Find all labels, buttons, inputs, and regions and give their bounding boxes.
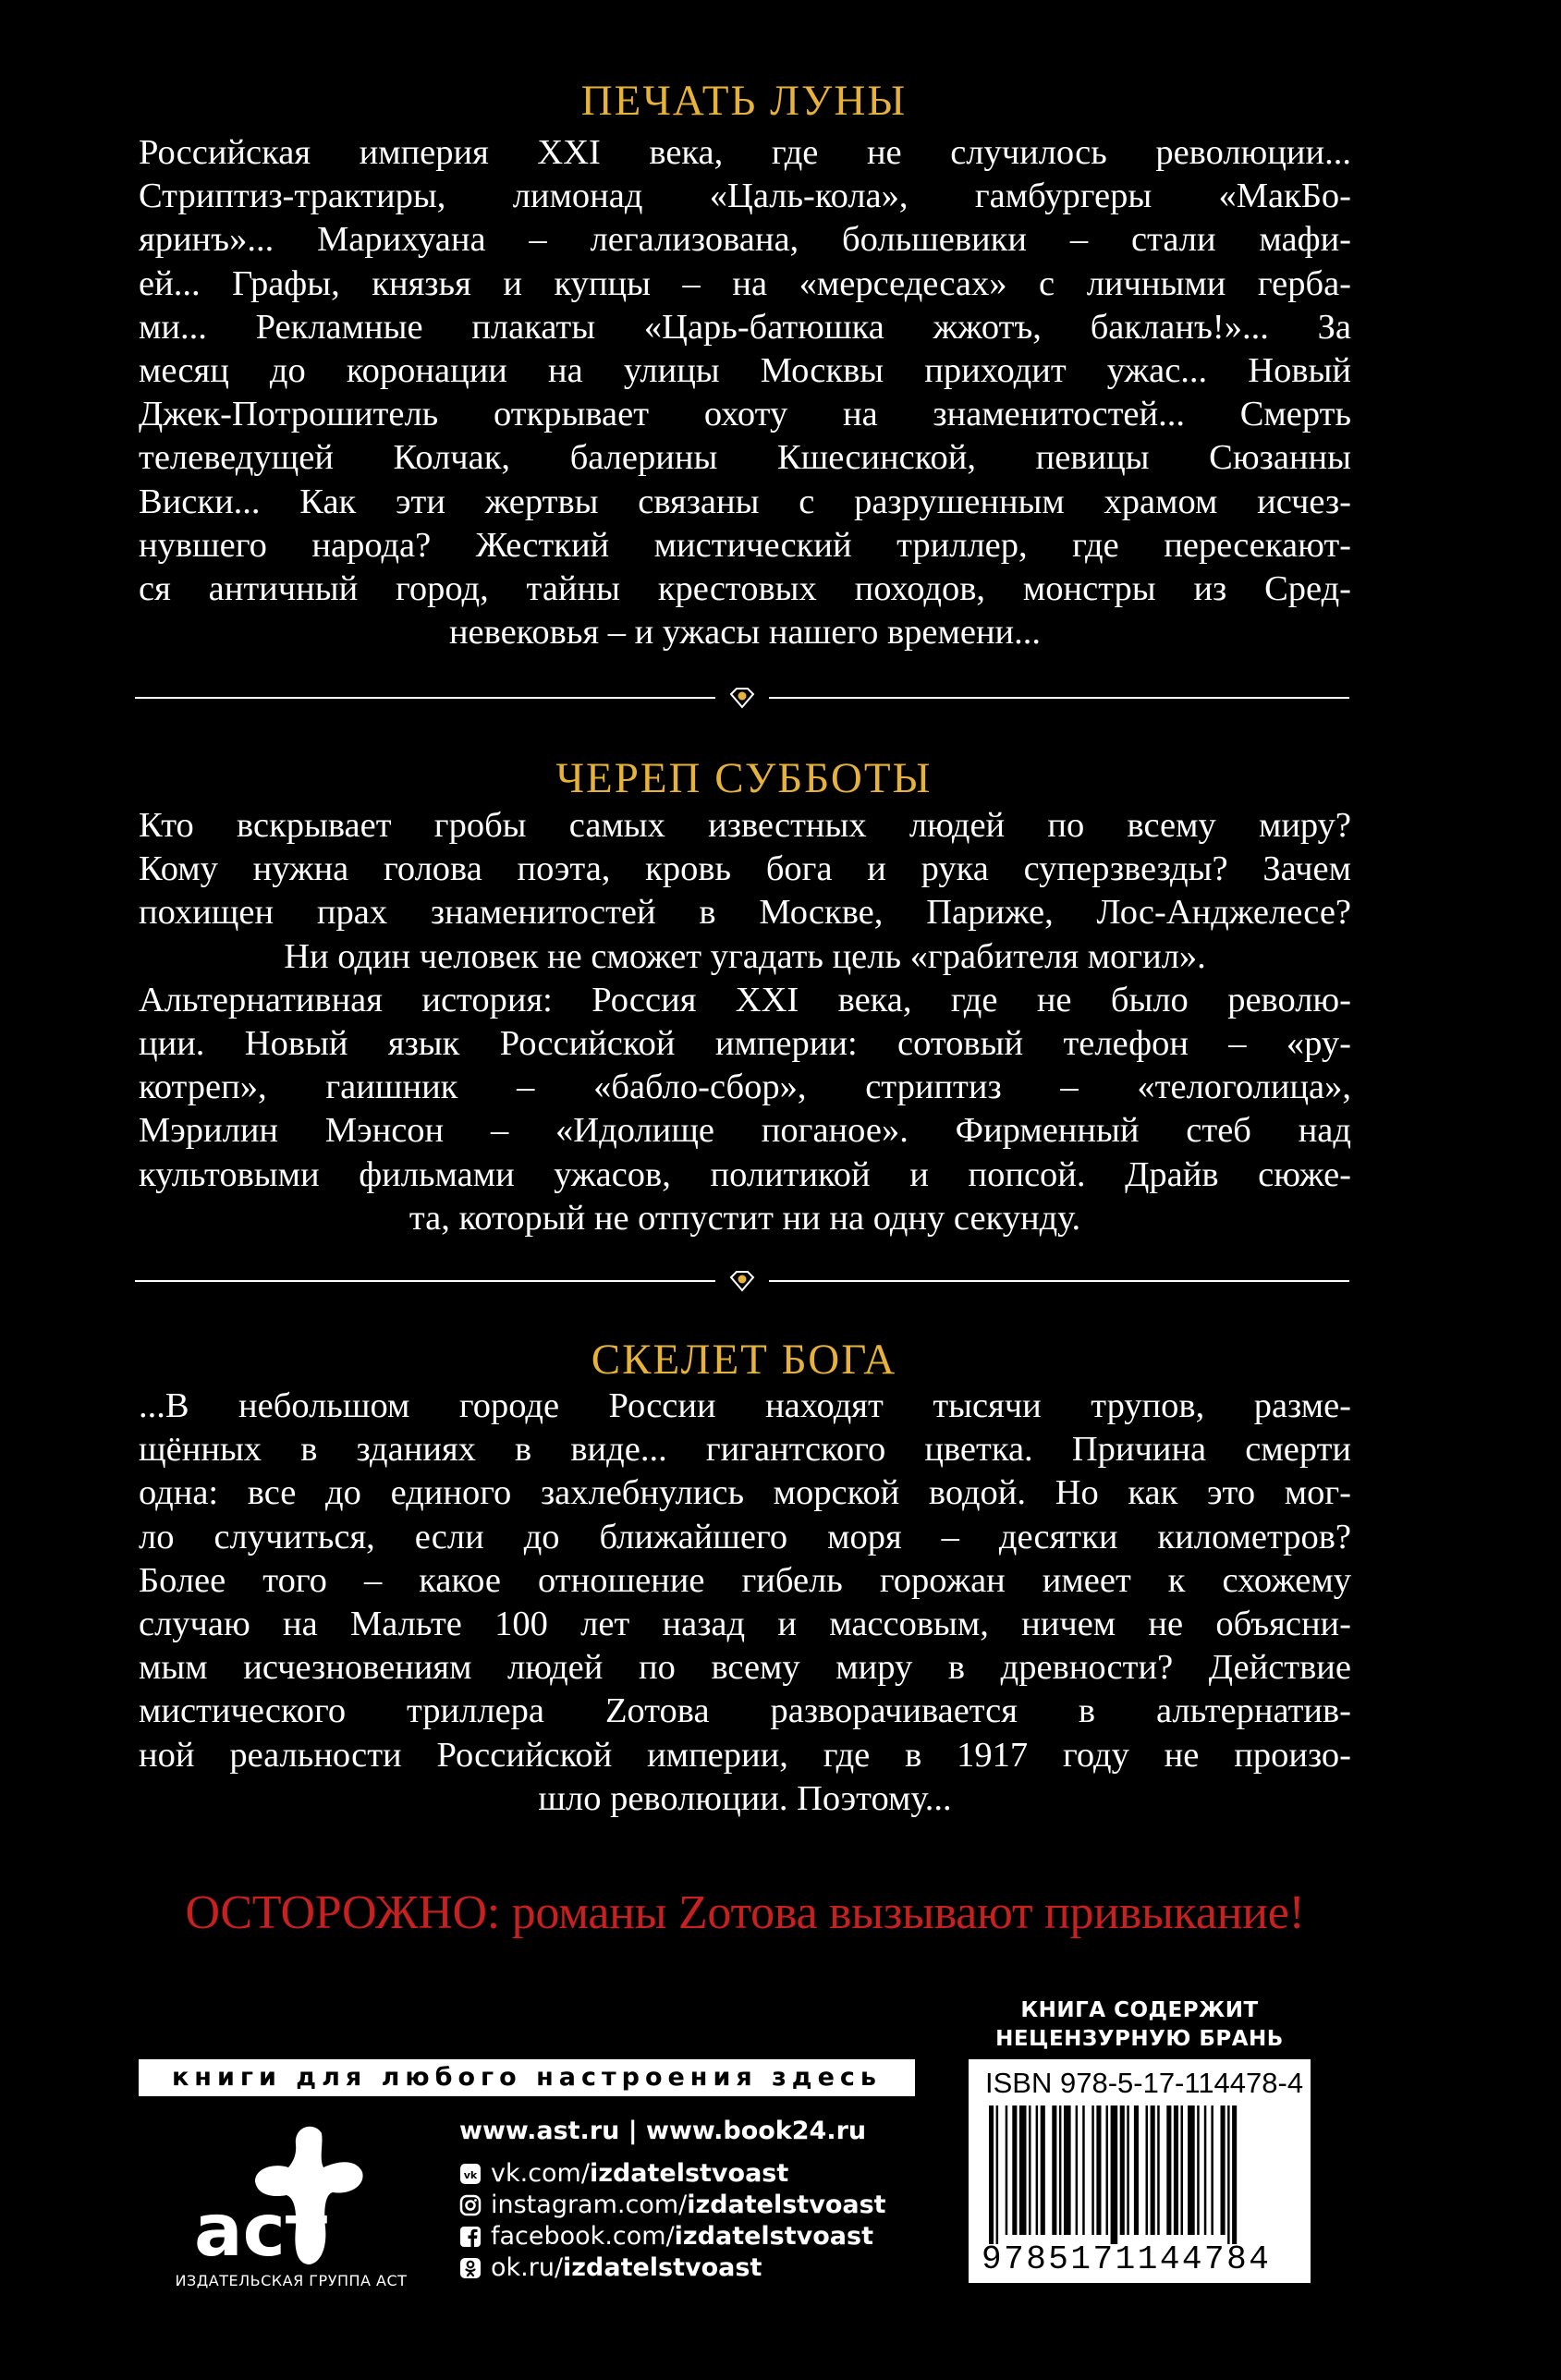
section-body-2	[139, 804, 1351, 1240]
publisher-name: ИЗДАТЕЛЬСКАЯ ГРУППА АСТ	[175, 2272, 408, 2289]
text-line: Альтернативная история: Россия XXI века, где не было револю-	[139, 980, 1351, 1019]
text-line: ...В небольшом городе России находят тысячи трупов, разме-	[139, 1386, 1351, 1425]
section-body-3	[139, 1385, 1351, 1821]
text-line: случаю на Мальте 100 лет назад и массовым, ничем не объясни-	[139, 1605, 1351, 1644]
text-line: яринъ»... Марихуана – легализована, большевики – стали мафи-	[139, 220, 1351, 260]
svg-text:vk: vk	[463, 2168, 478, 2181]
barcode-bar	[1052, 2105, 1056, 2235]
text-line: похищен прах знаменитостей в Москве, Париже, Лос-Анджелесе?	[139, 893, 1351, 933]
text-line: котреп», гаишник – «бабло-сбор», стриптиз – «телоголица»,	[139, 1068, 1351, 1107]
text-line: Более того – какое отношение гибель горожан имеет к схожему	[139, 1560, 1351, 1600]
text-line: Виски... Как эти жертвы связаны с разрушенным храмом исчез-	[139, 482, 1351, 521]
barcode-bar	[1166, 2105, 1171, 2235]
tagline-banner: книги для любого настроения здесь	[139, 2059, 915, 2096]
addiction-warning: ОСТОРОЖНО: романы Zотова вызывают привыкание!	[185, 1886, 1305, 1939]
barcode-bar	[1082, 2105, 1085, 2235]
isbn-label: ISBN 978-5-17-114478-4	[985, 2067, 1304, 2099]
barcode-bar	[1006, 2105, 1008, 2235]
websites-link[interactable]: www.ast.ru | www.book24.ru	[459, 2117, 867, 2145]
social-prefix: ok.ru/	[491, 2253, 564, 2282]
section-title-1: ПЕЧАТЬ ЛУНЫ	[580, 77, 908, 125]
barcode-digits: 9785171144784	[982, 2240, 1272, 2278]
barcode-bar	[1029, 2105, 1031, 2235]
barcode-bar	[1041, 2105, 1045, 2235]
section-title-3: СКЕЛЕТ БОГА	[591, 1336, 897, 1384]
text-line: нувшего народа? Жесткий мистический триллер, где пересекают-	[139, 525, 1351, 565]
content-warning-line: КНИГА СОДЕРЖИТ	[1020, 1998, 1259, 2022]
vk-icon	[459, 2163, 482, 2185]
social-handle: izdatelstvoast	[674, 2222, 873, 2251]
text-line: телеведущей Колчак, балерины Кшесинской, певицы Сюзанны	[139, 438, 1351, 478]
diamond-ornament-icon	[727, 1270, 757, 1292]
content-warning-line: НЕЦЕНЗУРНУЮ БРАНЬ	[995, 2027, 1284, 2051]
barcode-bar	[1181, 2105, 1184, 2235]
social-prefix: vk.com/	[491, 2159, 590, 2188]
barcode	[969, 2059, 1311, 2283]
barcode-bar	[1211, 2105, 1213, 2235]
barcode-bar	[1188, 2105, 1195, 2235]
text-line: одна: все до единого захлебнулись морской водой. Но как это мог-	[139, 1473, 1351, 1513]
social-handle: izdatelstvoast	[563, 2253, 762, 2282]
text-line: мым исчезновениям людей по всему миру в древности? Действие	[139, 1648, 1351, 1688]
barcode-bar	[1134, 2105, 1139, 2235]
text-line: ло случиться, если до ближайшего моря – десятки километров?	[139, 1517, 1351, 1556]
social-prefix: facebook.com/	[491, 2222, 675, 2251]
section-title-2: ЧЕРЕП СУББОТЫ	[555, 754, 933, 802]
barcode-bar	[1120, 2105, 1125, 2235]
barcode-bar	[1064, 2105, 1071, 2235]
barcode-bar	[1059, 2105, 1062, 2235]
ast-logo	[185, 2117, 407, 2274]
barcode-bar	[1076, 2105, 1079, 2235]
text-line: ей... Графы, князья и купцы – на «мерседесах» с личными герба-	[139, 263, 1351, 303]
social-prefix: instagram.com/	[491, 2191, 688, 2219]
text-line: шло революции. Поэтому...	[538, 1778, 952, 1818]
text-line: мистического триллера Zотова разворачивается в альтернатив-	[139, 1691, 1351, 1731]
barcode-bar	[1091, 2105, 1094, 2235]
barcode-bar	[1204, 2105, 1207, 2235]
section-body-1	[139, 131, 1351, 654]
text-line: культовыми фильмами ужасов, политикой и попсой. Драйв сюже-	[139, 1154, 1351, 1194]
barcode-bar	[1221, 2105, 1226, 2235]
barcode-bar	[1174, 2105, 1178, 2235]
instagram-icon	[459, 2194, 482, 2216]
barcode-bar	[989, 2105, 994, 2244]
text-line: Стриптиз-трактиры, лимонад «Цаль-кола», гамбургеры «МакБо-	[139, 177, 1351, 216]
barcode-bar	[1019, 2105, 1027, 2235]
barcode-bar	[1197, 2105, 1200, 2235]
barcode-bar	[1146, 2105, 1149, 2235]
social-link-vk[interactable]	[459, 2159, 788, 2188]
text-line: Мэрилин Мэнсон – «Идолище поганое». Фирменный стеб над	[139, 1111, 1351, 1151]
barcode-bar	[1151, 2105, 1155, 2235]
logo-text: аст	[194, 2190, 328, 2273]
barcode-bar	[1127, 2105, 1129, 2235]
barcode-bar	[1157, 2105, 1160, 2235]
text-line: щённых в зданиях в виде... гигантского цветка. Причина смерти	[139, 1430, 1351, 1470]
text-line: невековья – и ужасы нашего времени...	[448, 613, 1042, 653]
text-line: Кому нужна голова поэта, кровь бога и рука суперзвезды? Зачем	[139, 849, 1351, 889]
barcode-bar	[1096, 2105, 1101, 2235]
barcode-bar	[1036, 2105, 1039, 2235]
barcode-bar	[1106, 2105, 1109, 2235]
text-line: Российская империя XXI века, где не случилось революции...	[139, 133, 1351, 172]
text-line: Джек-Потрошитель открывает охоту на знаменитостей... Смерть	[139, 395, 1351, 434]
text-line: Ни один человек не сможет угадать цель «грабителя могил».	[284, 936, 1206, 976]
barcode-bar	[996, 2105, 999, 2244]
barcode-bar	[1012, 2105, 1017, 2235]
text-line: та, который не отпустит ни на одну секунду.	[409, 1198, 1081, 1238]
ok-icon	[459, 2257, 482, 2279]
text-line: ми... Рекламные плакаты «Царь-батюшка жжотъ, бакланъ!»... За	[139, 307, 1351, 347]
social-link-facebook[interactable]	[459, 2222, 873, 2251]
diamond-ornament-icon	[727, 687, 757, 709]
social-link-instagram[interactable]	[459, 2191, 886, 2219]
text-line: ся античный город, тайны крестовых походов, монстры из Сред-	[139, 569, 1351, 609]
text-line: ции. Новый язык Российской империи: сотовый телефон – «ру-	[139, 1024, 1351, 1064]
social-handle: izdatelstvoast	[589, 2159, 789, 2188]
social-handle: izdatelstvoast	[687, 2191, 886, 2219]
text-line: месяц до коронации на улицы Москвы приходит ужас... Новый	[139, 351, 1351, 391]
barcode-bar	[1227, 2105, 1230, 2244]
content-warning	[969, 1996, 1311, 2054]
section-divider-1	[135, 687, 1349, 709]
barcode-bar	[1232, 2105, 1237, 2244]
text-line: ной реальности Российской империи, где в 1917 году не произо-	[139, 1735, 1351, 1775]
text-line: Кто вскрывает гробы самых известных людей по всему миру?	[139, 806, 1351, 845]
facebook-icon	[459, 2226, 482, 2248]
barcode-bar	[1111, 2105, 1118, 2244]
social-link-ok[interactable]	[459, 2253, 762, 2282]
section-divider-2	[135, 1270, 1349, 1292]
barcode-bars	[989, 2105, 1294, 2244]
